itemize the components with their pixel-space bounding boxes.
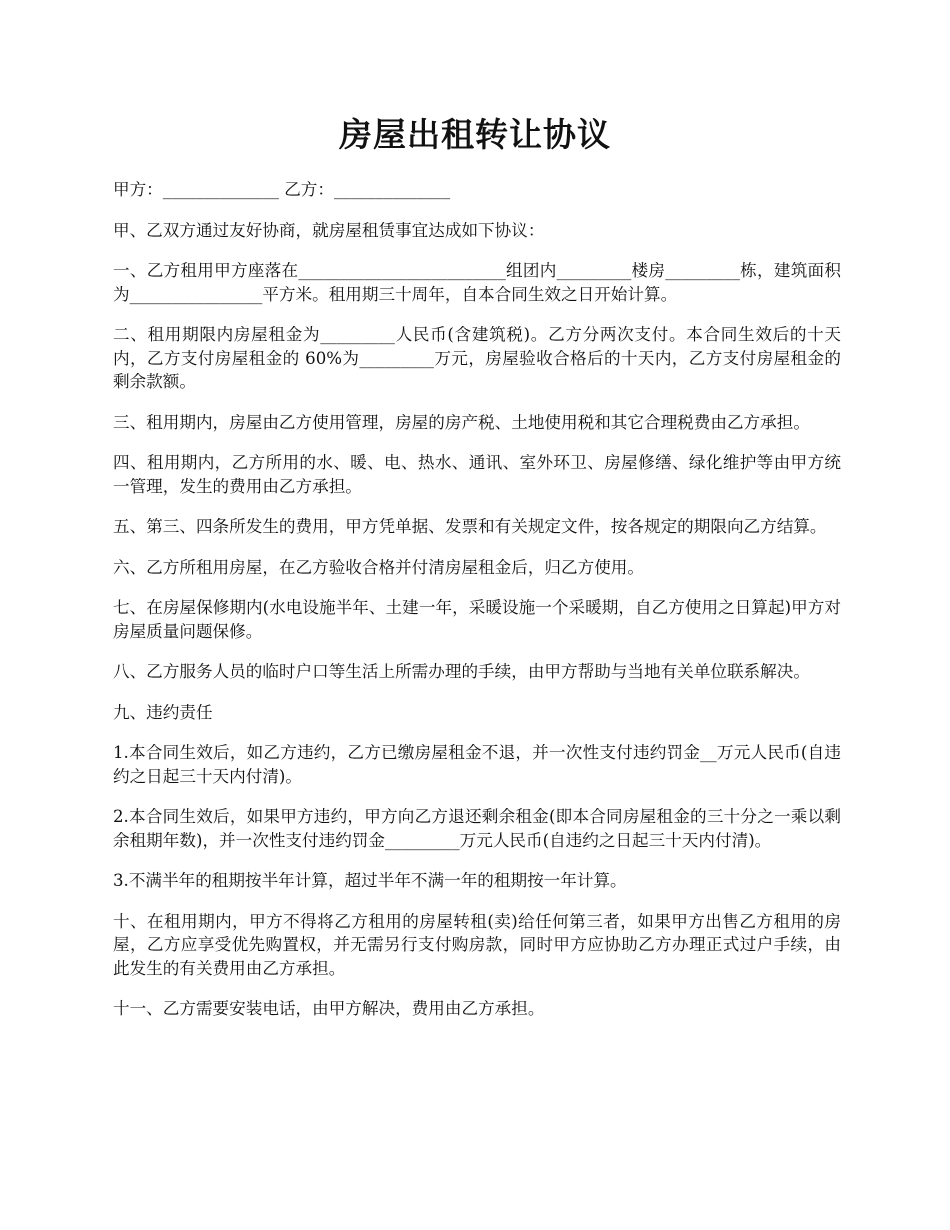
clause-9-item-3: 3.不满半年的租期按半年计算，超过半年不满一年的租期按一年计算。	[113, 871, 627, 890]
clause-9-item-2: 2.本合同生效后，如果甲方违约，甲方向乙方退还剩余租金(即本合同房屋租金的三十分之一乘以剩余租期年数)，并一次性支付违约罚金_________万元人民币(自违约之日起三十天内付清)。	[113, 807, 841, 850]
clause-11: 十一、乙方需要安装电话，由甲方解决，费用由乙方承担。	[113, 999, 545, 1018]
clause-9-item-1: 1.本合同生效后，如乙方违约，乙方已缴房屋租金不退，并一次性支付违约罚金__万元人民币(自违约之日起三十天内付清)。	[113, 743, 841, 786]
clause-2: 二、租用期限内房屋租金为_________人民币(含建筑税)。乙方分两次支付。本合同生效后的十天内，乙方支付房屋租金的 60%为_________万元，房屋验收合格后的十天内，乙方支付房屋租金的剩余款额。	[113, 325, 841, 391]
clause-4: 四、租用期内，乙方所用的水、暖、电、热水、通讯、室外环卫、房屋修缮、绿化维护等由甲方统一管理，发生的费用由乙方承担。	[113, 453, 841, 496]
document-title: 房屋出租转让协议	[339, 115, 611, 154]
clause-5: 五、第三、四条所发生的费用，甲方凭单据、发票和有关规定文件，按各规定的期限向乙方结算。	[113, 517, 827, 536]
clause-7: 七、在房屋保修期内(水电设施半年、土建一年，采暖设施一个采暖期，自乙方使用之日算起)甲方对房屋质量问题保修。	[113, 598, 841, 641]
clause-1: 一、乙方租用甲方座落在_________________________组团内_________楼房_________栋，建筑面积为________________平方米。租用期三十周年，自本合同生效之日开始计算。	[113, 261, 841, 304]
parties-line: 甲方：______________ 乙方：______________	[113, 180, 451, 199]
clause-8: 八、乙方服务人员的临时户口等生活上所需办理的手续，由甲方帮助与当地有关单位联系解决。	[113, 662, 810, 681]
clause-3: 三、租用期内，房屋由乙方使用管理，房屋的房产税、土地使用税和其它合理税费由乙方承担。	[113, 412, 810, 432]
clause-6: 六、乙方所租用房屋，在乙方验收合格并付清房屋租金后，归乙方使用。	[113, 557, 644, 577]
clause-10: 十、在租用期内，甲方不得将乙方租用的房屋转租(卖)给任何第三者，如果甲方出售乙方租用的房屋，乙方应享受优先购置权，并无需另行支付购房款，同时甲方应协助乙方办理正式过户手续，由此发生的有关费用由乙方承担。	[113, 911, 841, 978]
intro-paragraph: 甲、乙双方通过友好协商，就房屋租赁事宜达成如下协议：	[113, 220, 545, 240]
document-body	[113, 178, 841, 1038]
clause-9-heading: 九、违约责任	[113, 702, 213, 722]
